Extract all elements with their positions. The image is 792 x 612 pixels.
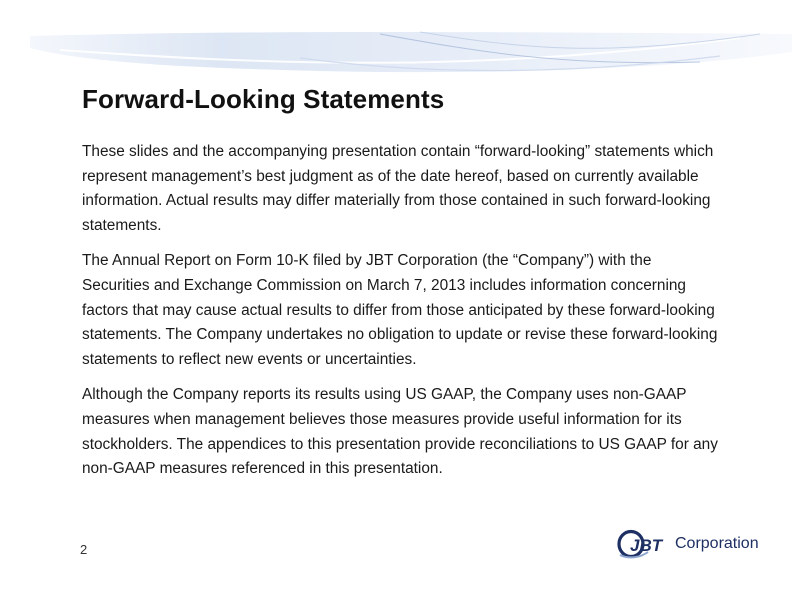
page-number: 2 bbox=[80, 542, 88, 557]
paragraph-forward-looking: These slides and the accompanying presentation contain “forward-looking” statements which represent management’s best judgment as of the date hereof, based on currently available information. Actual results may differ materially from those contained in such forward-looking statements. bbox=[82, 143, 714, 234]
slide-body bbox=[82, 140, 722, 493]
jbt-logo-mark-icon bbox=[614, 526, 676, 562]
header-swoosh-band bbox=[0, 28, 792, 88]
jbt-corporation-logo bbox=[614, 526, 759, 562]
logo-company-text: Corporation bbox=[675, 535, 759, 552]
slide-title: Forward-Looking Statements bbox=[82, 84, 445, 114]
paragraph-annual-report: The Annual Report on Form 10-K filed by JBT Corporation (the “Company”) with the Securities and Exchange Commission on March 7, 2013 includes information concerning factors that may cause actual results to differ from those anticipated by these forward-looking statements. The Company undertakes no obligation to update or revise these forward-looking statements to reflect new events or uncertainties. bbox=[82, 252, 718, 368]
jbt-mark-text: JBT bbox=[630, 536, 663, 555]
paragraph-non-gaap: Although the Company reports its results using US GAAP, the Company uses non-GAAP measures when management believes those measures provide useful information for its stockholders. The appendices to this presentation provide reconciliations to US GAAP for any non-GAAP measures referenced in this presentation. bbox=[82, 386, 718, 478]
